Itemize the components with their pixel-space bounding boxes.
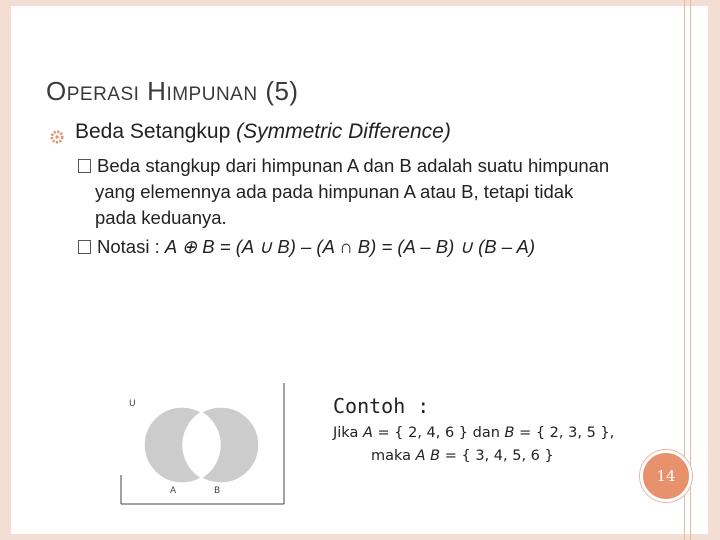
gear-bullet-icon [50,130,64,144]
venn-label-a: A [170,486,177,496]
title-part: IMPUNAN [166,84,258,105]
example-title: Contoh : [333,394,430,418]
example-line-1 [333,425,614,441]
example-var: A [362,425,373,441]
bullet-text: Beda Setangkup [75,120,237,143]
title-part: (5) [265,76,299,106]
venn-label-b: B [214,486,221,496]
example-text: = { 2, 4, 6 } dan [372,425,505,441]
title-part: PERASI [66,84,140,105]
definition-line: Beda stangkup dari himpunan A dan B adalah suatu himpunan [97,155,610,176]
example-line-2 [371,448,554,464]
example-text: Jika [333,425,363,441]
definition-item [78,153,688,231]
checkbox-bullet-icon [78,159,91,173]
checkbox-bullet-icon [78,240,91,254]
title-part: H [147,76,167,106]
slide-title [46,76,299,107]
bullet-italic-text: (Symmetric Difference) [236,120,451,143]
bullet-heading [75,120,451,144]
page-number-badge: 14 [640,450,692,502]
example-text: maka [371,448,416,464]
definition-line: pada keduanya. [95,207,227,228]
example-var: A B [415,448,441,464]
decorative-rule [690,0,691,540]
notation-formula: A ⊕ B = (A ∪ B) – (A ∩ B) = (A – B) ∪ (B – A) [164,236,535,257]
venn-universe-label: U [129,399,136,409]
example-var: B [504,425,515,441]
example-text: = { 2, 3, 5 }, [514,425,615,441]
venn-diagram [120,383,285,505]
definition-line: yang elemennya ada pada himpunan A atau B, tetapi tidak [95,181,574,202]
title-part: O [46,76,67,106]
notation-label: Notasi : [97,236,165,257]
example-text: = { 3, 4, 5, 6 } [440,448,554,464]
notation-item [78,234,535,260]
